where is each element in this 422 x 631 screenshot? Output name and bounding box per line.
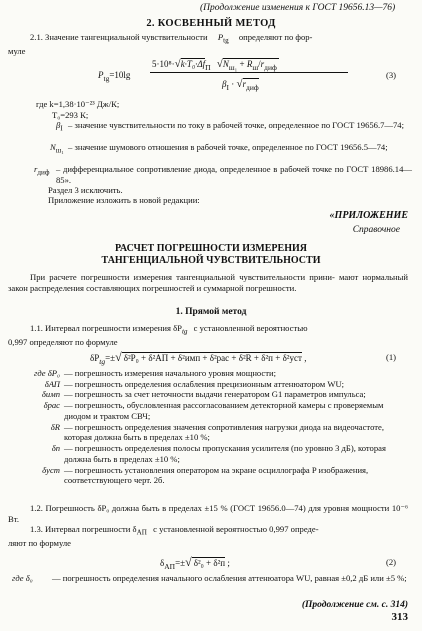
formula-1: $\delta P_{tg}=\pm√$ δ²P₀ + δ²АП + δ²имп + δ²рас + δ²R + δ²п + δ²уст , — [90, 350, 307, 366]
running-header: (Продолжение изменения к ГОСТ 19656.13—76) — [200, 3, 396, 13]
appendix-title: «ПРИЛОЖЕНИЕ — [329, 210, 408, 221]
def-row: δп — погрешность определения полосы пропускания усилителя (по уровню 3 дБ), которая должна быть в пределах ±10 %; — [51, 443, 386, 464]
section-1-title: 1. Прямой метод — [175, 307, 247, 317]
paragraph-1-1: 1.1. Интервал погрешности измерения $\delta P_{tg}$ с установленной вероятностью 0,997 определяют по формуле — [8, 323, 308, 347]
formula-1-number: (1) — [386, 352, 397, 362]
formula-3-numerator: $5\cdot 10^8\cdot√k\cdot T_0\cdot\Delta f_П$ $√N_{ш_1} + R_ш/r_{диф}$ — [152, 58, 277, 72]
def-row: δR — погрешность определения значения сопротивления нагрузки диода на видеочастоте, которая должна быть в пределах ±10 %; — [50, 421, 384, 443]
def-k: где k=1,38·10⁻²³ Дж/К; — [36, 99, 120, 109]
def-t0: T₀=293 К; — [52, 110, 89, 120]
formula-3-denominator: $\beta_I \cdot √r_{диф}$ — [222, 78, 259, 92]
section-2-title: 2. КОСВЕННЫЙ МЕТОД — [146, 18, 276, 29]
formula-2: $\delta_{АП}=\pm√$ δ²₀ + δ²п ; — [160, 555, 230, 571]
line-section3: Раздел 3 исключить. — [48, 185, 123, 195]
def-row: δимп — погрешность за счет неточности выдачи генератором G1 параметров импульса; — [41, 389, 366, 400]
continuation-note: (Продолжение см. с. 314) — [301, 600, 408, 610]
def-beta: $\beta_I$ – значение чувствительности по току в рабочей точке, определенное по ГОСТ 19656.7—74; — [56, 120, 404, 133]
def-row: δрас — погрешность, обусловленная рассогласованием детекторной камеры с проверяемым диодом и трактом СВЧ; — [43, 400, 384, 421]
def-row: δАП — погрешность определения ослабления прецизионным аттенюатором WU; — [44, 378, 345, 389]
main-title-line1: РАСЧЕТ ПОГРЕШНОСТИ ИЗМЕРЕНИЯ — [115, 243, 307, 254]
intro-paragraph: При расчете погрешности измерения тангенциальной чувствительности прини- мают нормальный закон распределения составляющих погрешностей и суммарной погрешности. — [8, 272, 408, 293]
paragraph-2-1: 2.1. Значение тангенциальной чувствительности $P_{tg}$ определяют по фор- муле — [8, 32, 313, 56]
appendix-subtitle: Справочное — [352, 225, 400, 235]
formula-2-number: (2) — [386, 557, 397, 567]
formula-3-fraction-line — [150, 72, 348, 73]
def-rdif: $r_{диф}$ – дифференциальное сопротивление диода, определенное в рабочей точке по ГОСТ 18986.14—85». — [34, 164, 412, 185]
line-appendix: Приложение изложить в новой редакции: — [48, 195, 200, 205]
formula-3: $P_{tg}=10\lg$ — [98, 70, 131, 83]
def-noise: $N_{ш_1}$ – значение шумового отношения в рабочей точке, определенное по ГОСТ 19656.5—74; — [50, 142, 388, 155]
formula-3-number: (3) — [386, 70, 397, 80]
page-number: 313 — [391, 611, 408, 624]
main-title-line2: ТАНГЕНЦИАЛЬНОЙ ЧУВСТВИТЕЛЬНОСТИ — [101, 255, 321, 266]
paragraph-1-2: 1.2. Погрешность δP₀ должна быть в пределах ±15 % (ГОСТ 19656.0—74) для уровня мощности 10⁻⁶ Вт. — [8, 503, 408, 524]
def-row: δуст — погрешность установления оператором на экране осциллографа P изображения, соответствующего черт. 2б. — [42, 464, 369, 486]
def-row: где δP₀ — погрешность измерения начального уровня мощности; — [34, 368, 276, 378]
paragraph-1-3: 1.3. Интервал погрешности $\delta_{АП}$ с установленной вероятностью 0,997 опреде- ляют по формуле — [8, 524, 319, 548]
def-delta0: где δ₀ — погрешность определения начального ослабления аттенюатора WU, равная ±0,2 дБ или ±5 %; — [12, 573, 407, 583]
error-definitions — [12, 368, 412, 486]
